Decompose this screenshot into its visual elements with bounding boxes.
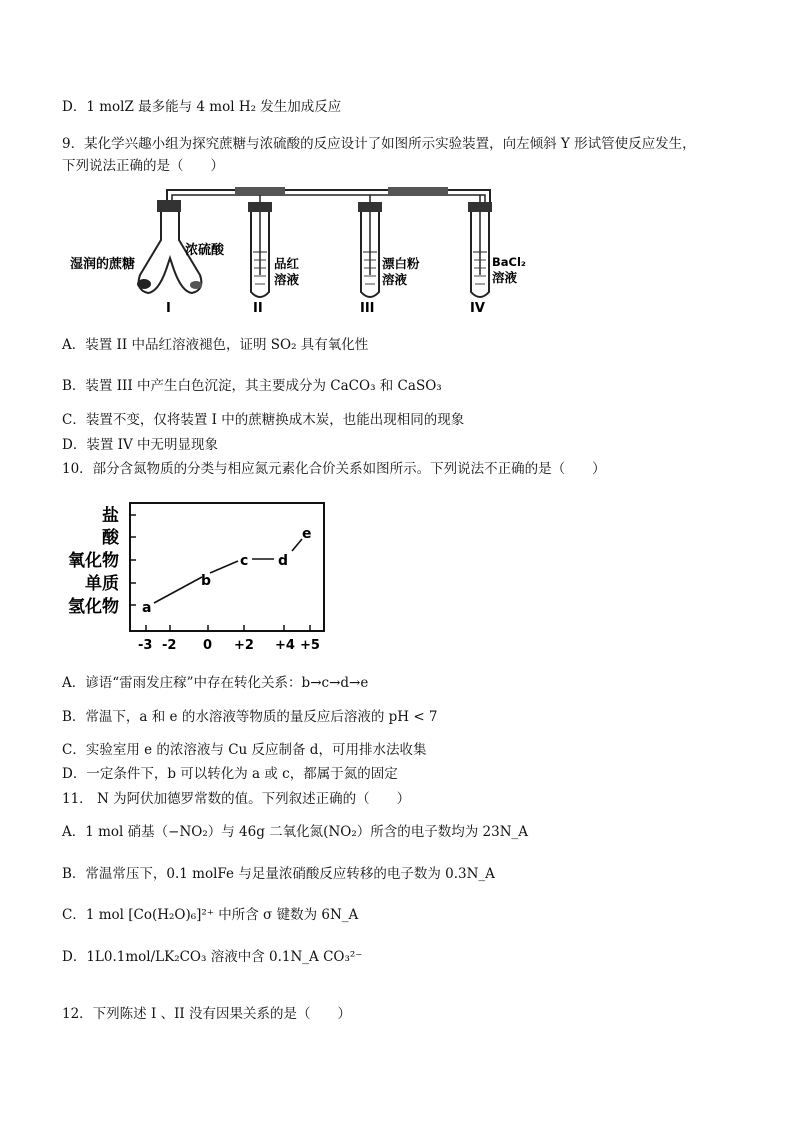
x-tick-p5: +5 (300, 638, 320, 653)
q10-option-a: A．谚语“雷雨发庄稼”中存在转化关系：b→c→d→e (62, 675, 369, 691)
label-tube2-line2: 溶液 (274, 272, 300, 287)
q11-option-c: C．1 mol [Co(H₂O)₆]²⁺ 中所含 σ 键数为 6N_A (62, 907, 359, 923)
q9-option-c: C．装置不变，仅将装置 I 中的蔗糖换成木炭，也能出现相同的现象 (62, 412, 465, 428)
q8-option-d: D．1 molZ 最多能与 4 mol H₂ 发生加成反应 (62, 99, 342, 115)
q12-stem: 12．下列陈述 I 、II 没有因果关系的是（ ） (62, 1006, 352, 1022)
tag-I: I (166, 301, 171, 316)
point-c: c (240, 553, 249, 569)
point-e: e (302, 526, 312, 542)
x-tick-0: 0 (203, 638, 213, 653)
x-tick-p2: +2 (234, 638, 254, 653)
tag-III: III (360, 301, 375, 316)
q10-option-c: C．实验室用 e 的浓溶液与 Cu 反应制备 d，可用排水法收集 (62, 742, 427, 758)
q11-stem: 11． N 为阿伏加德罗常数的值。下列叙述正确的（ ） (62, 791, 411, 807)
q11-option-a: A．1 mol 硝基（−NO₂）与 46g 二氧化氮(NO₂）所含的电子数均为 23N_A (62, 824, 529, 840)
q9-apparatus-figure (60, 180, 526, 320)
q10-option-b: B．常温下，a 和 e 的水溶液等物质的量反应后溶液的 pH < 7 (62, 709, 438, 725)
label-tube3-line1: 漂白粉 (382, 256, 420, 271)
q9-stem-line1: 9．某化学兴趣小组为探究蔗糖与浓硫酸的反应设计了如图所示实验装置，向左倾斜 Y 形试管使反应发生， (62, 136, 696, 152)
q10-stem: 10．部分含氮物质的分类与相应氮元素化合价关系如图所示。下列说法不正确的是（ ） (62, 461, 606, 477)
point-d: d (278, 553, 289, 569)
q9-option-b: B．装置 III 中产生白色沉淀，其主要成分为 CaCO₃ 和 CaSO₃ (62, 378, 442, 394)
y-label-acid: 酸 (102, 528, 119, 548)
x-tick-p4: +4 (275, 638, 295, 653)
q10-valence-graph (64, 495, 334, 655)
q9-option-d: D．装置 IV 中无明显现象 (62, 437, 218, 453)
label-wet-sugar: 湿润的蔗糖 (70, 257, 136, 272)
y-label-salt: 盐 (102, 506, 119, 526)
label-conc-acid: 浓硫酸 (185, 243, 225, 258)
q11-option-d: D．1L0.1mol/LK₂CO₃ 溶液中含 0.1N_A CO₃²⁻ (62, 949, 363, 965)
q11-option-b: B．常温常压下，0.1 molFe 与足量浓硝酸反应转移的电子数为 0.3N_A (62, 866, 495, 882)
x-tick-m2: -2 (162, 638, 177, 653)
q9-stem-line2: 下列说法正确的是（ ） (62, 158, 224, 174)
x-tick-m3: -3 (138, 638, 153, 653)
label-tube4-line1: BaCl₂ (492, 255, 526, 269)
label-tube2-line1: 品红 (274, 256, 300, 271)
y-label-element: 单质 (85, 574, 119, 594)
point-a: a (142, 600, 152, 616)
q10-option-d: D．一定条件下，b 可以转化为 a 或 c，都属于氮的固定 (62, 766, 398, 782)
q9-option-a: A．装置 II 中品红溶液褪色，证明 SO₂ 具有氧化性 (62, 337, 369, 353)
y-label-hydride: 氢化物 (68, 597, 119, 617)
point-b: b (201, 573, 212, 589)
label-tube4-line2: 溶液 (492, 270, 518, 285)
tag-II: II (253, 301, 263, 316)
y-label-oxide: 氧化物 (68, 551, 119, 571)
label-tube3-line2: 溶液 (382, 272, 408, 287)
tag-IV: IV (470, 301, 485, 316)
